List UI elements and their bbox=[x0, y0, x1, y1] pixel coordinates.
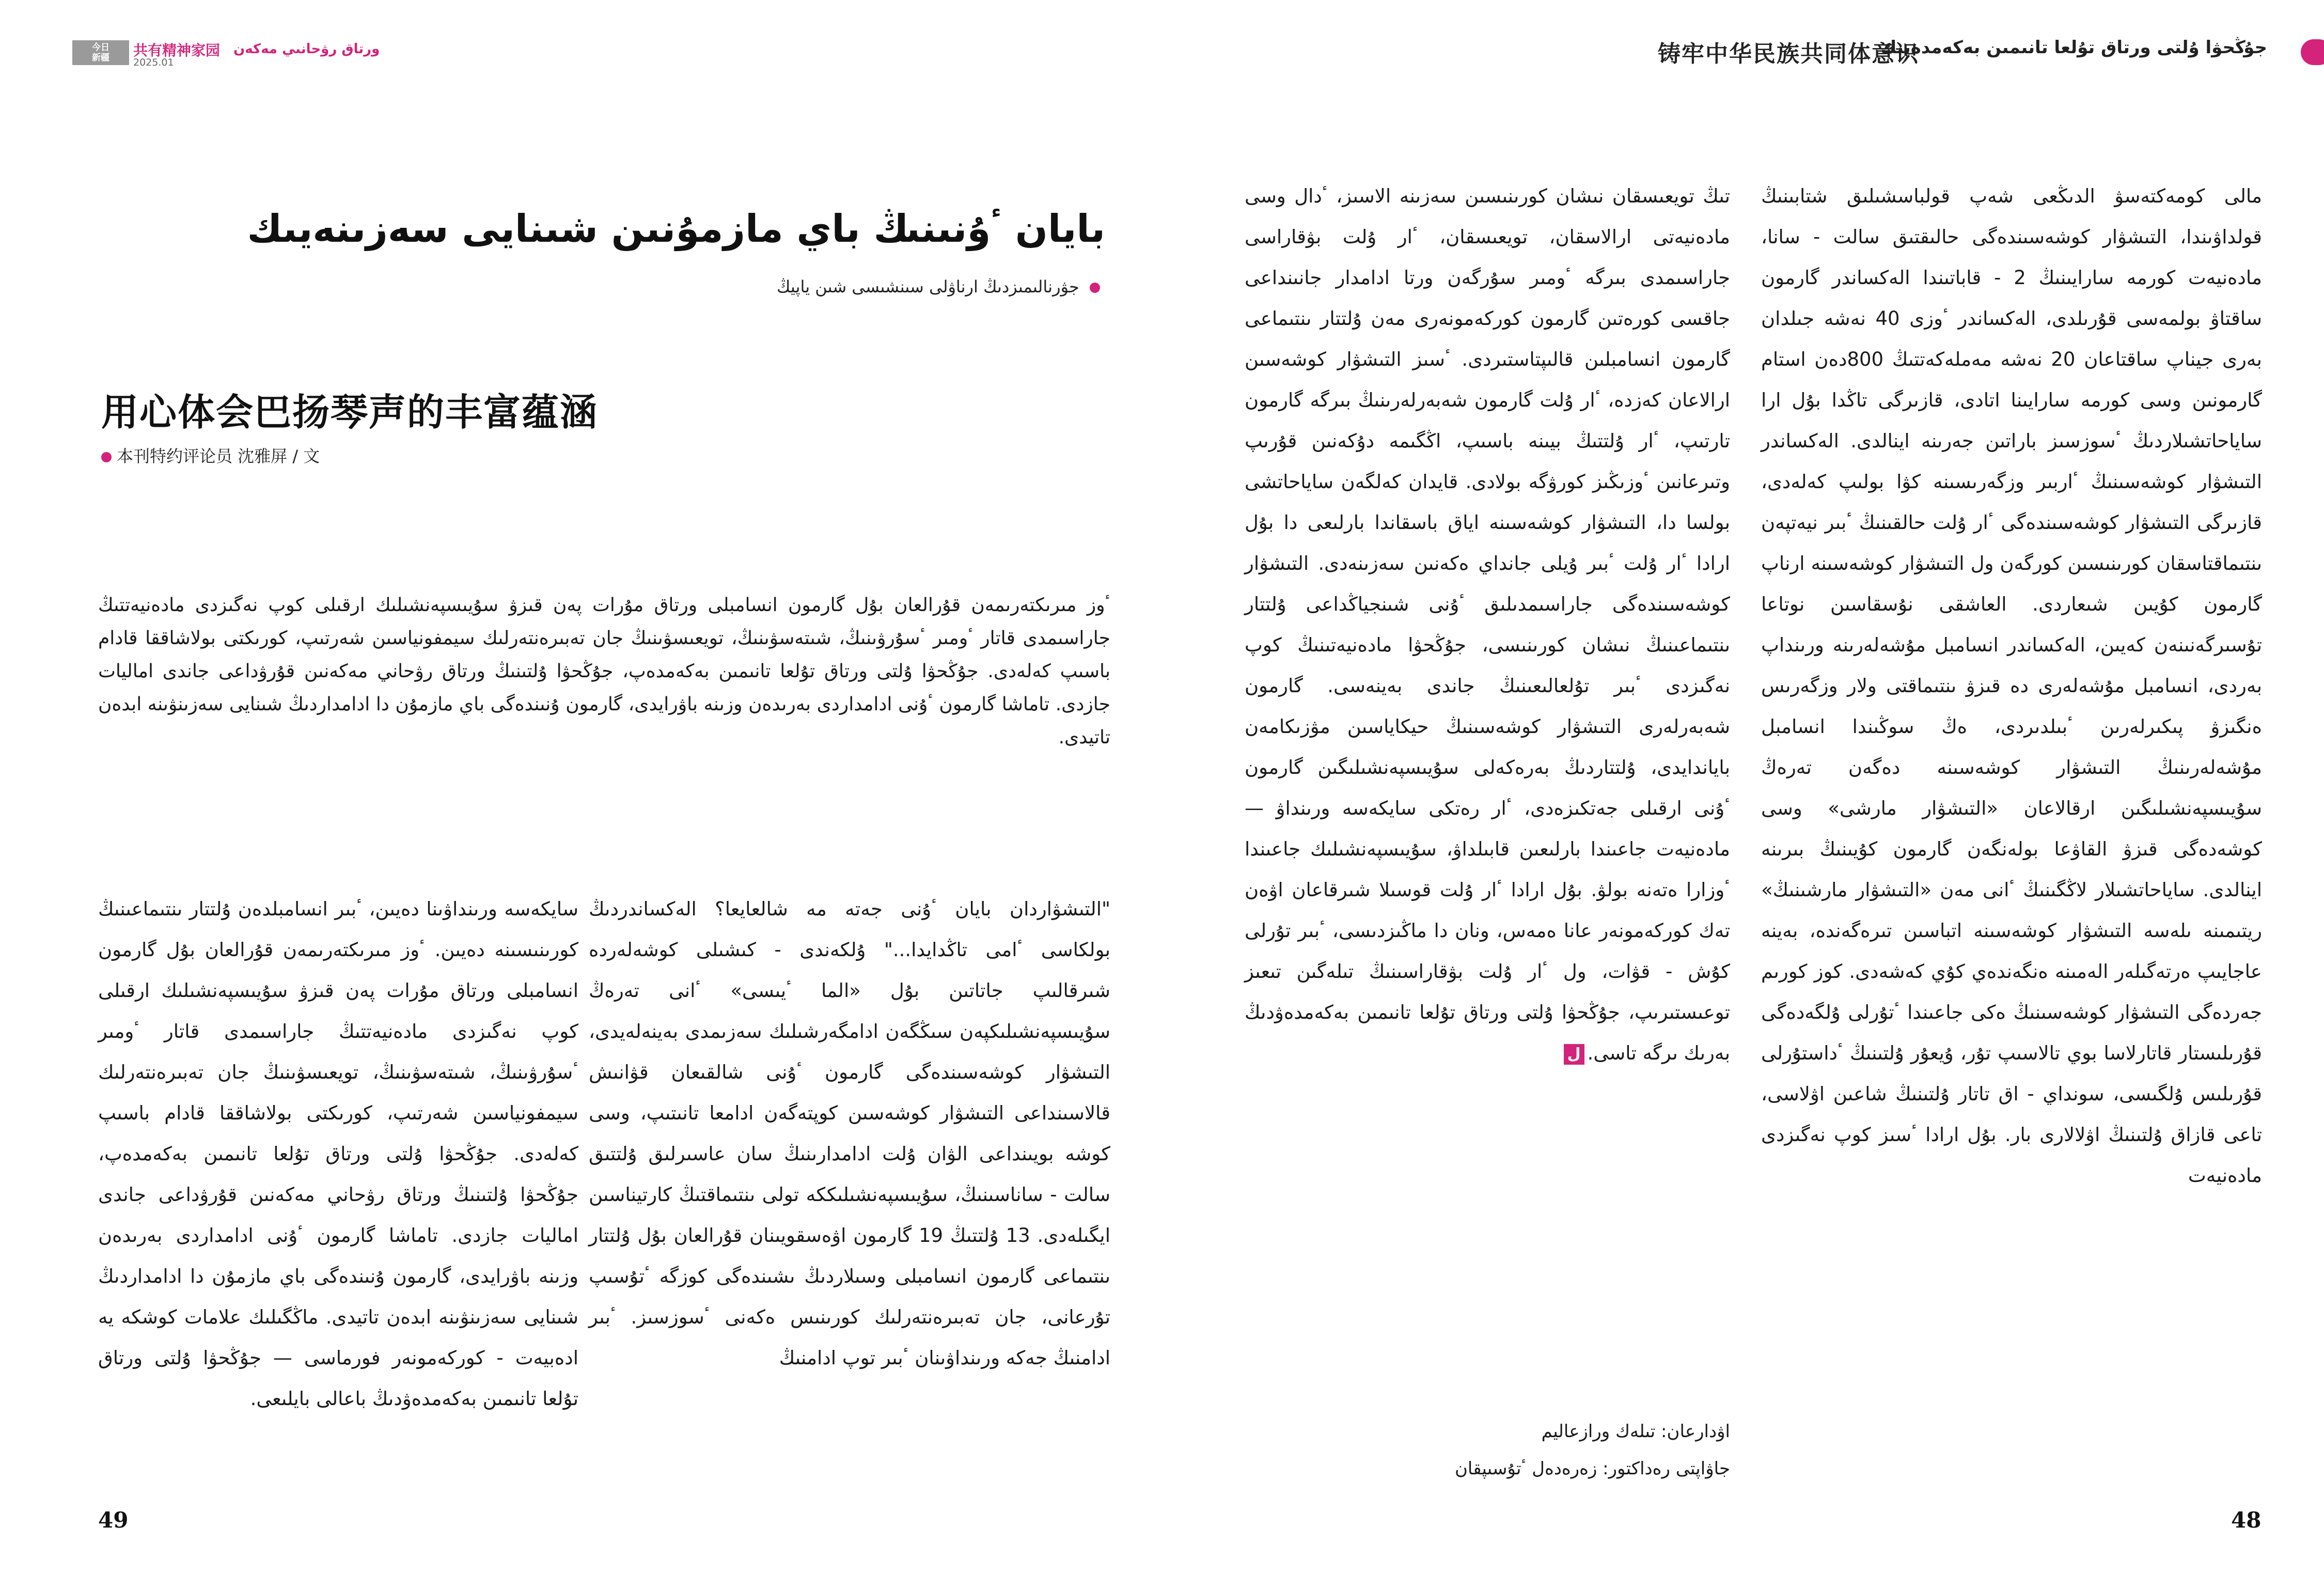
editor-credit: جاۋاپتى رەداكتور: زەرەدەل ٴتۇسىپقان bbox=[1454, 1458, 1730, 1479]
body-column-right-page-left bbox=[1245, 176, 1730, 1073]
body-column-left-page-left bbox=[98, 889, 578, 1419]
byline-bullet-icon bbox=[101, 452, 112, 462]
body-column-left-page-right bbox=[589, 889, 1110, 1378]
column-text: "التىشۋاردان بايان ٴۇنى جەتە مە شالعايعا؟ الەكساندردىڭ بولكاسى ٴامى تاڭدايدا..." ۇلكەندى - كىشىلى كوشەلەردە شىرقالىپ جاتاتىن بۇل «الما ٴيىسى» ٴانى تەرەڭ سۇيىسپەنشىلىكپەن سىڭگەن ادامگەرشىلىك سەزىمدى بەينەلەيدى، التىشۋار كوشەسىندەگى گارمون ٴۇنى شالقىعان قۋانىش قالاسىنداعى التىشۋار كوشەسىن كوپتەگەن ادامعا تانىتىپ، وسى كوشە بويىنداعى الۋان ۇلت ادامدارىنىڭ سان عاسىرلىق ۇلتتىق سالت - ساناسىنىڭ، سۇيىسپەنشىلىككە تولى ىنتىماقتىڭ كارتيناسىن ايگىلەدى. 13 ۇلتتىڭ 19 گارمون اۋەسقويىنان قۇرالعان بۇل ۇلتتار ىنتىماعى گارمون انسامبلى وسىلاردىڭ ىشىندەگى كوزگە ٴتۇسىپ تۇرعانى، جان تەبىرەنتەرلىك كورىنىس ەكەنى ٴسوزسىز. ٴبىر ادامنىڭ جەكە ورىنداۋىنان ٴبىر توپ ادامنىڭ bbox=[589, 898, 1111, 1369]
page-number-left: 49 bbox=[98, 1507, 129, 1533]
byline-ug-text: جۋرنالىمىزدىڭ ارناۋلى سىنشىسى شىن ياپيڭ bbox=[776, 277, 1079, 297]
article-byline-cn bbox=[101, 443, 320, 467]
column-text-body: تىڭ تويعىسقان نىشان كورىنىسىن سەزىنە الاسىز، ٴدال وسى مادەنيەتى ارالاسقان، تويعىسقان، ٴار ۇلت بۋقاراسى جاراسىمدى بىرگە ٴومىر سۇرگەن ورتا ادامدار جانىنداعى جاقسى كورەتىن گارمون كوركەمونەرى مەن ۇلتتار ىنتىماعى گارمون انسامبلىن قالىپتاستىردى. ٴسىز التىشۋار كوشەسىن ارالاعان كەزدە، ٴار ۇلت گارمون شەبەرلەرىنىڭ بىرگە گارمون تارتىپ، ٴار ۇلتتىڭ بيىنە باسىپ، اڭگىمە دۇكەنىن قۇرىپ وتىرعانىن ٴوزىڭىز كورۋگە بولادى. قايدان كەلگەن ساياحاتشى بولسا دا، التىشۋار كوشەسىنە اياق باسقاندا بارلىعى دا بۇل ارادا ٴار ۇلت ٴبىر ۇيلى جانداي ەكەنىن سەزىنەدى. التىشۋار كوشەسىندەگى جاراسىمدىلىق ٴۇنى شىنجياڭداعى ۇلتتار ىنتىماعىنىڭ نىشان كورىنىسى، جۇڭحۋا مادەنيەتىنىڭ كوپ نەگىزدى ٴبىر تۇلعالىعىنىڭ جاندى بەينەسى. گارمون شەبەرلەرى التىشۋار كوشەسىنىڭ حيكاياسىن مۋزىكامەن باياندايدى، ۇلتتاردىڭ بەرەكەلى سۇيىسپەنشىلىگىن گارمون ٴۇنى ارقىلى جەتكىزەدى، ٴار رەتكى سايكەسە ورىنداۋ — مادەنيەت جاعىندا بارلىعىن قابىلداۋ، سۇيىسپەنشىلىك جاعىندا ٴوزارا ەتەنە بولۋ. بۇل ارادا ٴار ۇلت قوسىلا شىرقاعان اۋەن تەك كوركەمونەر عانا ەمەس، ونان دا ماڭىزدىسى، ٴبىر تۇرلى كۇش - قۋات، ول ٴار ۇلت بۋقاراسىنىڭ تىلەگىن تىعىز توعىستىرىپ، جۇڭحۋا ۇلتى ورتاق تۇلعا تانىمىن بەكەمدەۋدىڭ بەرىك ىرگە تاسى. bbox=[1245, 185, 1730, 1064]
body-column-right-page-right bbox=[1761, 176, 2262, 1196]
translator-credit: اۋدارعان: تىلەك ورازعاليم bbox=[1541, 1421, 1730, 1442]
magazine-logo bbox=[72, 40, 129, 65]
column-text bbox=[1245, 176, 1730, 1073]
magazine-section-cn: 共有精神家园 bbox=[133, 42, 221, 59]
end-of-article-icon: ل bbox=[1564, 1044, 1584, 1065]
article-title-cn: 用心体会巴扬琴声的丰富蕴涵 bbox=[101, 391, 599, 434]
section-title-ug: جۇڭحۋا ۇلتى ورتاق تۇلعا تانىمىن بەكەمدەيىك bbox=[1880, 37, 2267, 58]
byline-cn-text: 本刊特约评论员 沈雅屏 / 文 bbox=[117, 446, 320, 466]
intro-text: ٴوز مىرىكتەرىمەن قۇرالعان بۇل گارمون انسامبلى ورتاق مۇرات پەن قىزۋ سۇيىسپەنشىلىك ارقىلى كوپ نەگىزدى مادەنيەتتىڭ جاراسىمدى قاتار ٴومىر ٴسۇرۋىنىڭ، شىتەسۋىنىڭ، تويعىسۋىنىڭ جان تەبىرەنتەرلىك سيمفونياسىن شەرتىپ، كورىكتى بولاشاققا قادام باسىپ كەلەدى. جۇڭحۋا ۇلتى ورتاق تۇلعا تانىمىن بەكەمدەپ، جۇڭحۋا ۇلتىنىڭ ورتاق رۋحاني مەكەنىن قۇرۋداعى جاندى اماليات جازدى. تاماشا گارمون ٴۇنى ادامداردى بەرىدەن وزىنە باۋرايدى، گارمون ۇنىندەگى باي مازمۇن دا ادامداردىڭ شىنايى سەزىنۋىنە ابدەن تاتيدى. bbox=[98, 595, 1110, 748]
article-byline-ug bbox=[516, 277, 1105, 297]
article-intro bbox=[98, 589, 1110, 754]
column-text: مالى كومەكتەسۋ الدىڭعى شەپ قولباسشىلىق شتابىنىڭ قولداۋىندا، التىشۋار كوشەسىندەگى حالىقتىق سالت - سانا، مادەنيەت كورمە سارايىنىڭ 2 - قاباتىندا الەكساندر گارمون ساقتاۋ بولمەسى قۇرىلدى، الەكساندر ٴوزى 40 نەشە جىلدان بەرى جيناپ ساقتاعان 20 نەشە مەملەكەتتىڭ 800دەن استام گارمونىن وسى كورمە سارايىنا اتادى، قازىرگى تاڭدا بۇل ارا ساياحاتشىلاردىڭ ٴسوزسىز باراتىن جەرىنە اينالدى. الەكساندر التىشۋار كوشەسىنىڭ ٴاربىر وزگەرىسىنە كۋا بولىپ كەلەدى، قازىرگى التىشۋار كوشەسىندەگى ٴار ۇلت حالقىنىڭ ٴبىر نيەتپەن ىنتىماقتاسقان كورىنىسىن كورگەن ول التىشۋار كوشەسىنە ارناپ گارمون كۇيىن شىعاردى. العاشقى نۇسقاسىن نوتاعا تۇسىرگەنىنەن كەيىن، الەكساندر انسامبل مۇشەلەرىنە ورىنداپ بەردى، انسامبل مۇشەلەرى دە قىزۋ ىنتىماقتى ولار وزگەرىس ەنگىزۋ پىكىرلەرىن ٴبىلدىردى، ەڭ سوڭىندا انسامبل مۇشەلەرىنىڭ التىشۋار كوشەسىنە دەگەن تەرەڭ سۇيىسپەنشىلىگىن ارقالاعان «التىشۋار مارشى» وسى كوشەدەگى قىزۋ القاۋعا بولەنگەن گارمون كۇيىنىڭ بىرىنە اينالدى. ساياحاتشىلار لاڭگىنىڭ ٴانى مەن «التىشۋار مارشىنىڭ» ريتىمىنە ىلەسە التىشۋار كوشەسىنە اتباسىن تىرەگەندە، بەينە عاجايىپ ەرتەگىلەر الەمىنە ەنگەندەي كۇي كەشەدى. كوز كورىم جەردەگى التىشۋار كوشەسىنىڭ ەكى جاعىندا ٴتۇرلى ۇلگەدەگى قۇرىلىستار قاتارلاسا بوي تالاسىپ تۇر، ۇيعۇر ۇلتىنىڭ ٴداستۇرلى قۇرىلىس ۇلگىسى، سونداي - اق تاتار ۇلتىنىڭ شاعىن اۋلاسى، تاعى قازاق ۇلتىنىڭ اۋلالارى بار. بۇل ارادا ٴسىز كوپ نەگىزدى مادەنيەت bbox=[1761, 185, 2262, 1187]
page-number-right: 48 bbox=[2231, 1507, 2262, 1533]
section-tab-marker bbox=[2301, 39, 2324, 65]
byline-bullet-icon bbox=[1090, 283, 1100, 293]
logo-line-1: 今日 bbox=[92, 42, 109, 53]
logo-line-2: 新疆 bbox=[92, 53, 109, 63]
section-title-cn: 铸牢中华民族共同体意识 bbox=[1658, 41, 1919, 67]
article-title-ug: بايان ٴۇنىنىڭ باي مازمۇنىن شىنايى سەزىنەيىك bbox=[247, 207, 1105, 251]
issue-date: 2025.01 bbox=[133, 57, 174, 68]
column-text: سايكەسە ورىنداۋىنا دەيىن، ٴبىر انسامبلدەن ۇلتتار ىنتىماعىنىڭ كورىنىسىنە دەيىن. ٴوز مىرىكتەرىمەن قۇرالعان بۇل گارمون انسامبلى ورتاق مۇرات پەن قىزۋ سۇيىسپەنشىلىك ارقىلى كوپ نەگىزدى مادەنيەتتىڭ جاراسىمدى قاتار ٴومىر ٴسۇرۋىنىڭ، شىتەسۋىنىڭ، تويعىسۋىنىڭ جان تەبىرەنتەرلىك سيمفونياسىن شەرتىپ، كورىكتى بولاشاققا قادام باسىپ كەلەدى. جۇڭحۋا ۇلتى ورتاق تۇلعا تانىمىن بەكەمدەپ، جۇڭحۋا ۇلتىنىڭ ورتاق رۋحاني مەكەنىن قۇرۋداعى جاندى اماليات جازدى. تاماشا گارمون ٴۇنى ادامداردى بەرىدەن وزىنە باۋرايدى، گارمون ۇنىندەگى باي مازمۇن دا ادامداردىڭ شىنايى سەزىنۋىنە ابدەن تاتيدى. ماڭگىلىك علامات كوشكە يە ادەبيەت - كوركەمونەر فورماسى — جۇڭحۋا ۇلتى ورتاق تۇلعا تانىمىن بەكەمدەۋدىڭ باعالى بايلىعى. bbox=[98, 898, 578, 1410]
article-credits bbox=[1322, 1413, 1730, 1487]
magazine-section-ug: ورتاق رۋحانىي مەكەن bbox=[233, 41, 380, 57]
